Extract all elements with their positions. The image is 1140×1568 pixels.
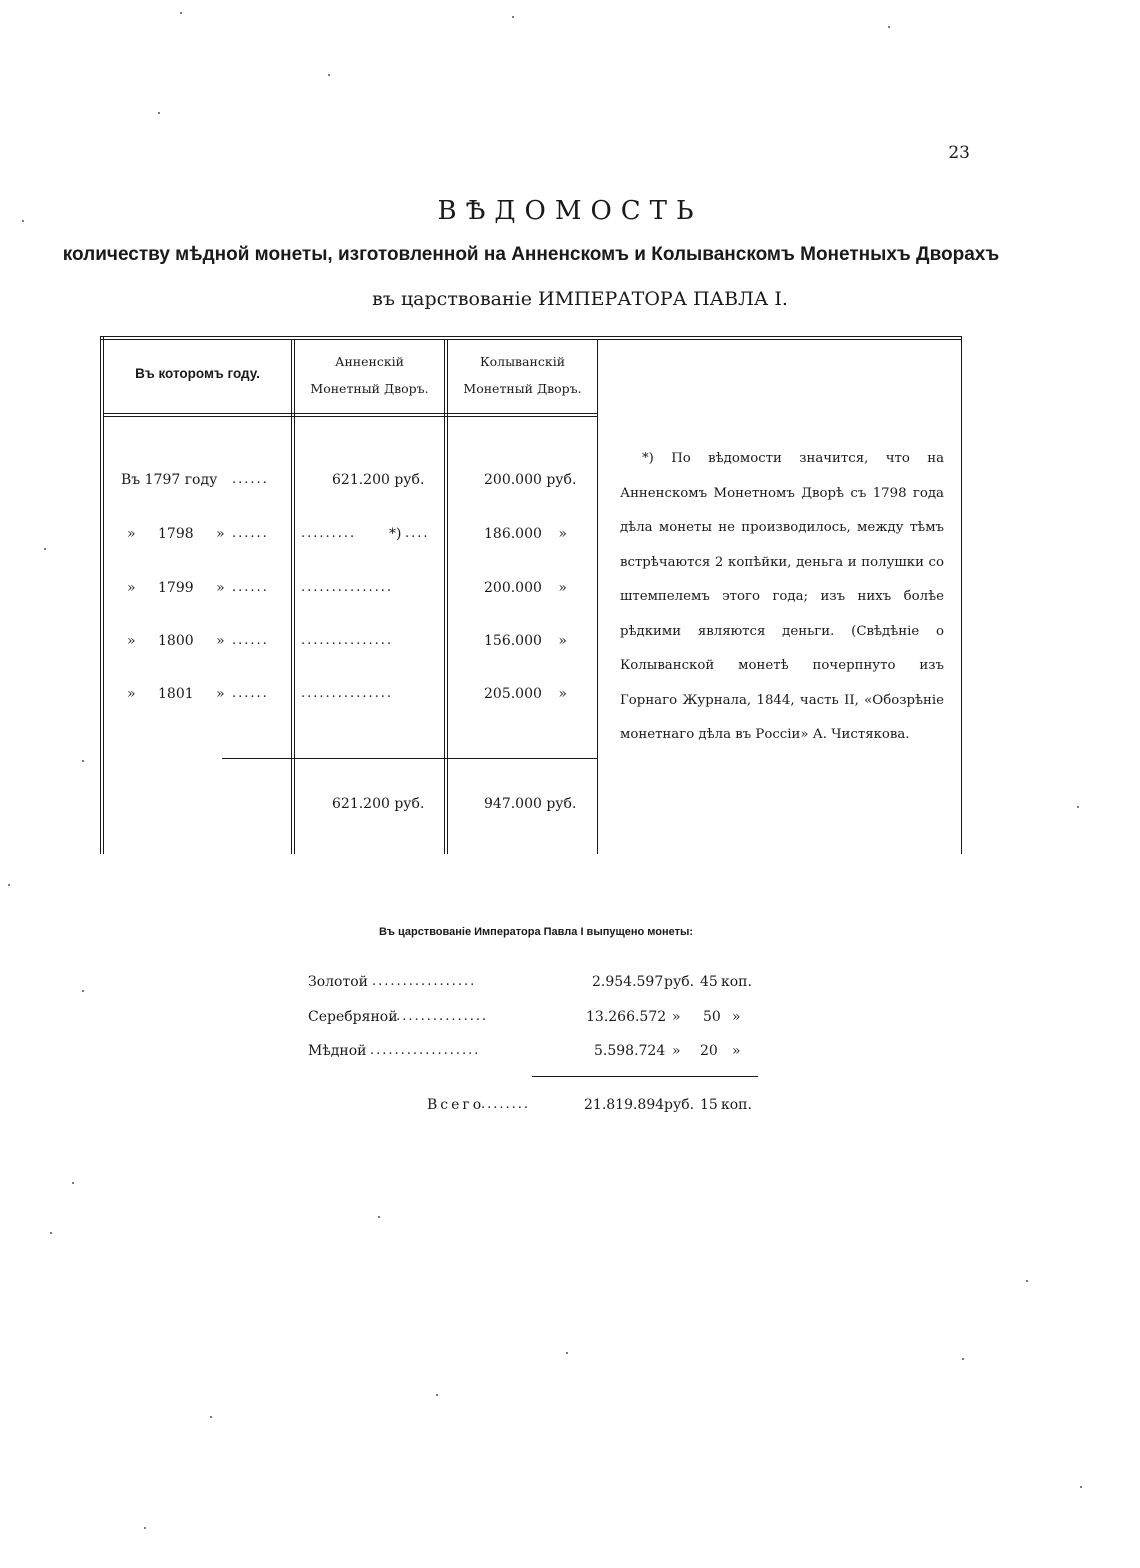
- table-left-border: [100, 336, 101, 854]
- table-top-rule: [100, 339, 962, 340]
- document-reign-line: въ царствованіе ИМПЕРАТОРА ПАВЛА I.: [372, 288, 788, 310]
- leader-dots: .........: [301, 526, 357, 541]
- amount: 2.954.597: [592, 974, 664, 990]
- leader-dots: ................: [390, 1009, 489, 1024]
- metal-label: Мѣдной: [308, 1043, 367, 1059]
- document-subtitle: количеству мѣдной монеты, изготовленной на Анненскомъ и Колыванскомъ Монетныхъ Дворахъ: [62, 244, 1000, 265]
- document-title: ВѢДОМОСТЬ: [437, 196, 703, 226]
- leader-dots: ......: [232, 580, 269, 595]
- leader-dots: ...............: [301, 633, 393, 648]
- amount-unit: »: [672, 1043, 681, 1059]
- header-kolyvan-line2: Монетный Дворъ.: [463, 381, 582, 396]
- kopecks-unit: »: [732, 1043, 741, 1059]
- amount-unit: »: [672, 1009, 681, 1025]
- leader-dots: ......: [232, 633, 269, 648]
- leader-dots: .................: [372, 974, 477, 989]
- header-rule: [103, 416, 597, 417]
- year-cell: » 1798 »: [127, 526, 225, 542]
- kolyvan-cell: 200.000 »: [484, 580, 567, 596]
- total-rule: [222, 758, 597, 759]
- total-kopecks: 15: [700, 1097, 718, 1113]
- kopecks-unit: »: [732, 1009, 741, 1025]
- kolyvan-cell: 200.000 руб.: [484, 472, 577, 488]
- header-annensky-line2: Монетный Дворъ.: [310, 381, 429, 396]
- table-top-rule: [100, 336, 962, 337]
- kopecks-unit: коп.: [721, 974, 752, 990]
- leader-dots: ....: [405, 526, 430, 541]
- year-cell: Въ 1797 году: [121, 472, 218, 488]
- year-cell: » 1799 »: [127, 580, 225, 596]
- kopecks: 45: [700, 974, 718, 990]
- leader-dots: ...............: [301, 580, 393, 595]
- header-year: Въ которомъ году.: [135, 366, 260, 381]
- footnote-marker: *): [389, 526, 402, 542]
- kolyvan-cell: 186.000 »: [484, 526, 567, 542]
- summary-total-rule: [532, 1076, 758, 1077]
- header-rule: [103, 413, 597, 414]
- year-cell: » 1800 »: [127, 633, 225, 649]
- table-right-border: [961, 336, 962, 854]
- page-number: 23: [948, 143, 970, 163]
- leader-dots: ...............: [301, 686, 393, 701]
- kopecks: 50: [703, 1009, 721, 1025]
- kolyvan-cell: 205.000 »: [484, 686, 567, 702]
- summary-title: Въ царствованіе Императора Павла I выпущено монеты:: [378, 926, 694, 938]
- leader-dots: ......: [232, 686, 269, 701]
- total-amount: 21.819.894: [584, 1097, 665, 1113]
- metal-label: Золотой: [308, 974, 368, 990]
- footnote: [620, 442, 944, 753]
- total-unit: руб.: [664, 1097, 695, 1113]
- leader-dots: ..................: [370, 1043, 481, 1058]
- column-divider: [597, 339, 598, 854]
- year-cell: » 1801 »: [127, 686, 225, 702]
- kolyvan-total: 947.000 руб.: [484, 796, 577, 812]
- leader-dots: ........: [481, 1097, 531, 1112]
- annensky-cell: 621.200 руб.: [332, 472, 425, 488]
- amount: 5.598.724: [594, 1043, 666, 1059]
- amount-unit: руб.: [664, 974, 695, 990]
- leader-dots: ......: [232, 472, 269, 487]
- footnote-text: *) По вѣдомости значится, что на Анненскомъ Монетномъ Дворѣ съ 1798 года дѣла монеты не производилось, между тѣмъ встрѣчаются 2 копѣйки, деньга и полушки со штемпелемъ этого года; изъ нихъ болѣе рѣдкими являются деньги. (Свѣдѣніе о Колыванской монетѣ почерпнуто изъ Горнаго Журнала, 1844, часть II, «Обозрѣніе монетнаго дѣла въ Россіи» А. Чистякова.: [620, 451, 944, 742]
- leader-dots: ......: [232, 526, 269, 541]
- header-annensky-line1: Анненскій: [334, 354, 404, 369]
- kolyvan-cell: 156.000 »: [484, 633, 567, 649]
- kopecks: 20: [700, 1043, 718, 1059]
- total-label: Всего: [427, 1097, 485, 1113]
- total-kopecks-unit: коп.: [721, 1097, 752, 1113]
- header-kolyvan-line1: Колыванскій: [479, 354, 566, 369]
- amount: 13.266.572: [586, 1009, 667, 1025]
- annensky-total: 621.200 руб.: [332, 796, 425, 812]
- metal-label: Серебряной: [308, 1009, 398, 1025]
